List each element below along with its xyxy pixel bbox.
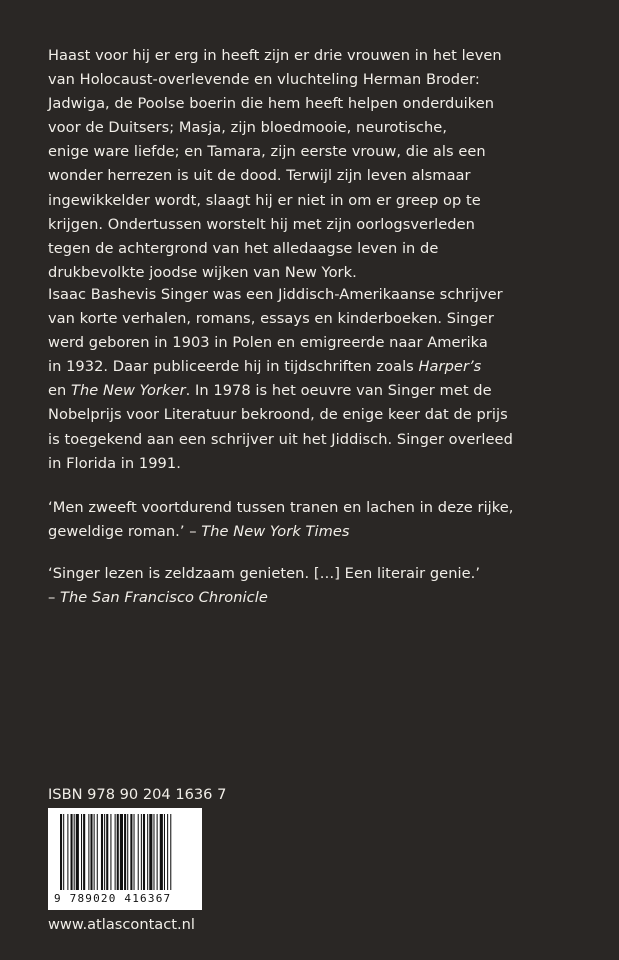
quote-text: geweldige roman.’ – <box>48 523 202 541</box>
barcode-bar <box>143 814 145 890</box>
review-quote <box>48 562 588 610</box>
barcode-bar <box>127 814 128 890</box>
barcode-bar <box>147 814 148 890</box>
barcode-bar <box>157 814 158 890</box>
synopsis-line: enige ware liefde; en Tamara, zijn eerste vrouw, die als een <box>48 143 486 161</box>
bio-line <box>48 379 588 403</box>
magazine-title: Harper’s <box>418 358 482 376</box>
review-quote <box>48 496 588 544</box>
synopsis-line: drukbevolkte joodse wijken van New York. <box>48 263 357 281</box>
barcode-bar <box>60 814 62 890</box>
barcode-bar <box>160 814 163 890</box>
bio-line: Isaac Bashevis Singer was een Jiddisch-Amerikaanse schrijver <box>48 286 503 303</box>
quote-source: The San Francisco Chronicle <box>60 589 268 607</box>
barcode-bar <box>130 814 132 890</box>
barcode-bar <box>170 814 171 890</box>
barcode-bar <box>88 814 89 890</box>
quote-line: ‘Singer lezen is zeldzaam genieten. […] Een literair genie.’ <box>48 565 481 582</box>
synopsis-line: voor de Duitsers; Masja, zijn bloedmooie, neurotische, <box>48 119 448 137</box>
quote-line: ‘Men zweeft voortdurend tussen tranen en lachen in deze rijke, <box>48 499 514 516</box>
synopsis-paragraph <box>48 44 588 285</box>
bio-line: werd geboren in 1903 in Polen en emigreerde naar Amerika <box>48 334 488 352</box>
barcode-bar <box>167 814 168 890</box>
barcode-bar <box>71 814 73 890</box>
barcode-bar <box>74 814 75 890</box>
synopsis-line: wonder herrezen is uit de dood. Terwijl zijn leven alsmaar <box>48 167 471 185</box>
quote-line <box>48 586 588 610</box>
magazine-title: The New Yorker <box>71 382 186 400</box>
quote-line <box>48 520 588 544</box>
barcode-bar <box>76 814 79 890</box>
bio-line: Nobelprijs voor Literatuur bekroond, de enige keer dat de prijs <box>48 406 508 424</box>
author-bio-paragraph <box>48 283 588 476</box>
bio-line: van korte verhalen, romans, essays en kinderboeken. Singer <box>48 310 494 328</box>
barcode-bar <box>97 814 98 890</box>
barcode-bar <box>115 814 116 890</box>
barcode <box>48 808 202 910</box>
barcode-bar <box>94 814 95 890</box>
barcode-bar <box>106 814 108 890</box>
barcode-bar <box>90 814 92 890</box>
barcode-bar <box>164 814 165 890</box>
bio-text: in 1932. Daar publiceerde hij in tijdschriften zoals <box>48 358 419 376</box>
barcode-bar <box>138 814 139 890</box>
bio-line: in Florida in 1991. <box>48 454 181 472</box>
barcode-bar <box>124 814 126 890</box>
publisher-website: www.atlascontact.nl <box>48 916 195 933</box>
barcode-bar <box>110 814 111 890</box>
barcode-bar <box>67 814 68 890</box>
barcode-bar <box>63 814 64 890</box>
barcode-bar <box>153 814 154 890</box>
barcode-bar <box>149 814 152 890</box>
barcode-bar <box>104 814 105 890</box>
bio-line <box>48 355 588 379</box>
bio-line: is toegekend aan een schrijver uit het Jiddisch. Singer overleed <box>48 430 513 448</box>
barcode-bar <box>120 814 123 890</box>
isbn-label: ISBN 978 90 204 1636 7 <box>48 786 227 803</box>
bio-text: en <box>48 382 72 400</box>
synopsis-line: Jadwiga, de Poolse boerin die hem heeft helpen onderduiken <box>48 95 495 113</box>
barcode-bar <box>117 814 119 890</box>
quote-source: The New York Times <box>201 523 350 541</box>
synopsis-line: Haast voor hij er erg in heeft zijn er drie vrouwen in het leven <box>48 47 502 64</box>
quote-text: – <box>48 589 61 607</box>
barcode-digits: 9 789020 416367 <box>54 892 172 905</box>
synopsis-line: krijgen. Ondertussen worstelt hij met zijn oorlogsverleden <box>48 215 475 233</box>
synopsis-line: van Holocaust-overlevende en vluchteling Herman Broder: <box>48 71 480 89</box>
barcode-bar <box>134 814 135 890</box>
synopsis-line: tegen de achtergrond van het alledaagse leven in de <box>48 239 439 257</box>
synopsis-line: ingewikkelder wordt, slaagt hij er niet in om er greep op te <box>48 191 481 209</box>
barcode-bar <box>83 814 85 890</box>
barcode-bar <box>101 814 103 890</box>
barcode-bar <box>141 814 142 890</box>
barcode-bar <box>81 814 82 890</box>
bio-text: . In 1978 is het oeuvre van Singer met de <box>185 382 492 400</box>
